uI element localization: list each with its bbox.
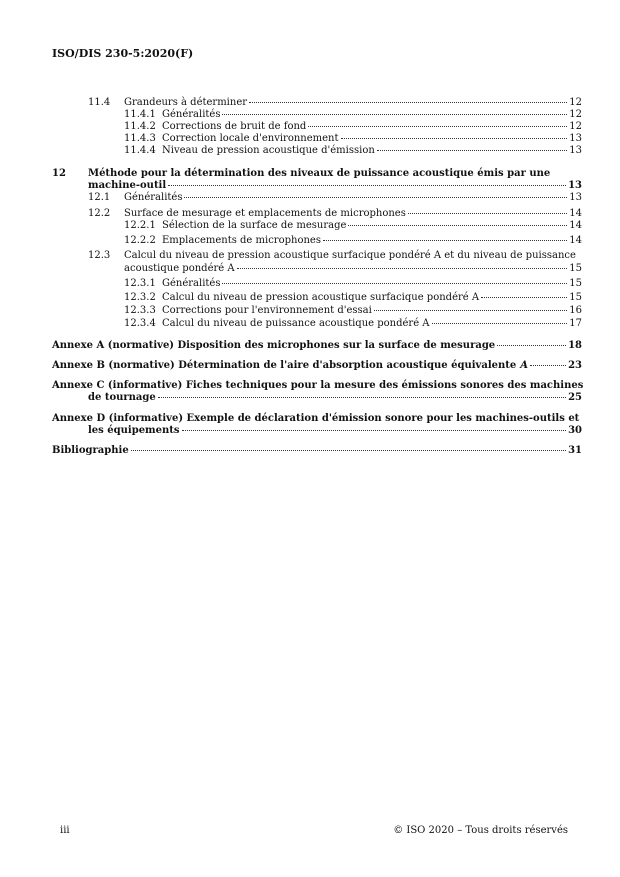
toc-page: 13 xyxy=(569,145,582,156)
toc-entry-12-2[interactable] xyxy=(88,208,582,220)
toc-entry-11-4-4[interactable] xyxy=(124,145,582,157)
toc-title: Surface de mesurage et emplacements de microphones xyxy=(124,208,406,219)
toc-title: de tournage xyxy=(88,392,156,403)
toc-title: Corrections pour l'environnement d'essai xyxy=(162,305,372,316)
dot-leader xyxy=(408,213,567,214)
toc-page: 15 xyxy=(569,263,582,274)
toc-title: acoustique pondéré A xyxy=(124,263,235,274)
toc-page: 30 xyxy=(568,425,582,436)
toc-entry-12[interactable] xyxy=(88,180,582,192)
toc-page: 15 xyxy=(569,292,582,303)
toc-number: 12.1 xyxy=(88,192,111,203)
toc-title-12-3-line1[interactable]: Calcul du niveau de pression acoustique surfacique pondéré A et du niveau de puissance xyxy=(124,250,576,261)
toc-page: 12 xyxy=(569,97,582,108)
toc-title-12-line1[interactable]: Méthode pour la détermination des niveaux de puissance acoustique émis par une xyxy=(88,168,551,179)
toc-page: 31 xyxy=(568,445,582,456)
page-number: iii xyxy=(60,825,70,836)
dot-leader xyxy=(131,450,566,451)
toc-title: Généralités xyxy=(124,192,183,203)
toc-title-annex-c-line1[interactable]: Annexe C (informative) Fiches techniques pour la mesure des émissions sonores des machines xyxy=(52,380,584,391)
toc-entry-11-4-3[interactable] xyxy=(124,133,582,145)
toc-entry-annex-b[interactable] xyxy=(52,360,582,372)
toc-title: Bibliographie xyxy=(52,445,129,456)
toc-number: 12.2.1 xyxy=(124,220,156,231)
toc-entry-12-1[interactable] xyxy=(88,192,582,204)
toc-title: machine-outil xyxy=(88,180,167,191)
toc-page: 18 xyxy=(568,340,582,351)
toc-title: Correction locale d'environnement xyxy=(162,133,339,144)
toc-title: Calcul du niveau de puissance acoustique pondéré A xyxy=(162,318,430,329)
toc-page: 14 xyxy=(569,220,582,231)
toc-number-12-3: 12.3 xyxy=(88,250,111,261)
toc-entry-12-3-1[interactable] xyxy=(124,278,582,290)
toc-entry-annex-c[interactable] xyxy=(88,392,582,404)
toc-title: Annexe B (normative) Détermination de l'aire d'absorption acoustique équivalente xyxy=(52,360,517,371)
dot-leader xyxy=(377,150,567,151)
toc-page: 25 xyxy=(568,392,582,403)
dot-leader xyxy=(222,114,567,115)
dot-leader xyxy=(184,197,567,198)
toc-title: Généralités xyxy=(162,109,221,120)
dot-leader xyxy=(249,102,567,103)
dot-leader xyxy=(222,283,567,284)
toc-entry-annex-d[interactable] xyxy=(88,425,582,437)
dot-leader xyxy=(432,323,568,324)
toc-number: 12.3.4 xyxy=(124,318,156,329)
toc-entry-12-3-3[interactable] xyxy=(124,305,582,317)
toc-title: Emplacements de microphones xyxy=(162,235,321,246)
dot-leader xyxy=(348,225,567,226)
toc-number: 12.2.2 xyxy=(124,235,156,246)
toc-entry-12-2-1[interactable] xyxy=(124,220,582,232)
dot-leader xyxy=(341,138,568,139)
dot-leader xyxy=(308,126,567,127)
toc-entry-11-4[interactable] xyxy=(88,97,582,109)
toc-title: Niveau de pression acoustique d'émission xyxy=(162,145,375,156)
toc-page: 13 xyxy=(569,192,582,203)
toc-title: Corrections de bruit de fond xyxy=(162,121,307,132)
toc-title: les équipements xyxy=(88,425,180,436)
toc-number: 11.4 xyxy=(88,97,111,108)
toc-number: 11.4.2 xyxy=(124,121,156,132)
toc-title: Annexe A (normative) Disposition des microphones sur la surface de mesurage xyxy=(52,340,496,351)
toc-page: 13 xyxy=(568,180,582,191)
toc-number-12: 12 xyxy=(52,168,66,179)
toc-title: Grandeurs à déterminer xyxy=(124,97,248,108)
toc-page: 14 xyxy=(569,208,582,219)
toc-title-annex-d-line1[interactable]: Annexe D (informative) Exemple de déclaration d'émission sonore pour les machines-outils et xyxy=(52,413,580,424)
document-id-header: ISO/DIS 230-5:2020(F) xyxy=(52,47,194,60)
toc-title: Calcul du niveau de pression acoustique surfacique pondéré A xyxy=(162,292,480,303)
toc-page: 12 xyxy=(569,121,582,132)
dot-leader xyxy=(497,345,566,346)
dot-leader xyxy=(323,240,567,241)
dot-leader xyxy=(168,185,566,186)
toc-number: 11.4.4 xyxy=(124,145,156,156)
toc-entry-12-3[interactable] xyxy=(124,263,582,275)
toc-title-italic: A xyxy=(520,360,529,371)
toc-entry-12-3-2[interactable] xyxy=(124,292,582,304)
toc-page: 23 xyxy=(568,360,582,371)
toc-entry-12-2-2[interactable] xyxy=(124,235,582,247)
toc-number: 12.3.1 xyxy=(124,278,156,289)
dot-leader xyxy=(182,430,567,431)
toc-title: Sélection de la surface de mesurage xyxy=(162,220,347,231)
copyright-notice: © ISO 2020 – Tous droits réservés xyxy=(393,825,568,836)
toc-title: Généralités xyxy=(162,278,221,289)
toc-number: 12.3.2 xyxy=(124,292,156,303)
toc-entry-annex-a[interactable] xyxy=(52,340,582,352)
toc-entry-12-3-4[interactable] xyxy=(124,318,582,330)
dot-leader xyxy=(158,397,566,398)
toc-page: 13 xyxy=(569,133,582,144)
toc-entry-11-4-1[interactable] xyxy=(124,109,582,121)
dot-leader xyxy=(374,310,567,311)
toc-page: 12 xyxy=(569,109,582,120)
toc-page: 17 xyxy=(569,318,582,329)
toc-number: 11.4.1 xyxy=(124,109,156,120)
dot-leader xyxy=(237,268,568,269)
toc-number: 11.4.3 xyxy=(124,133,156,144)
toc-number: 12.2 xyxy=(88,208,111,219)
toc-entry-11-4-2[interactable] xyxy=(124,121,582,133)
toc-number: 12.3.3 xyxy=(124,305,156,316)
toc-page: 15 xyxy=(569,278,582,289)
dot-leader xyxy=(481,297,567,298)
toc-page: 14 xyxy=(569,235,582,246)
toc-entry-bibliography[interactable] xyxy=(52,445,582,457)
dot-leader xyxy=(530,365,566,366)
toc-page: 16 xyxy=(569,305,582,316)
